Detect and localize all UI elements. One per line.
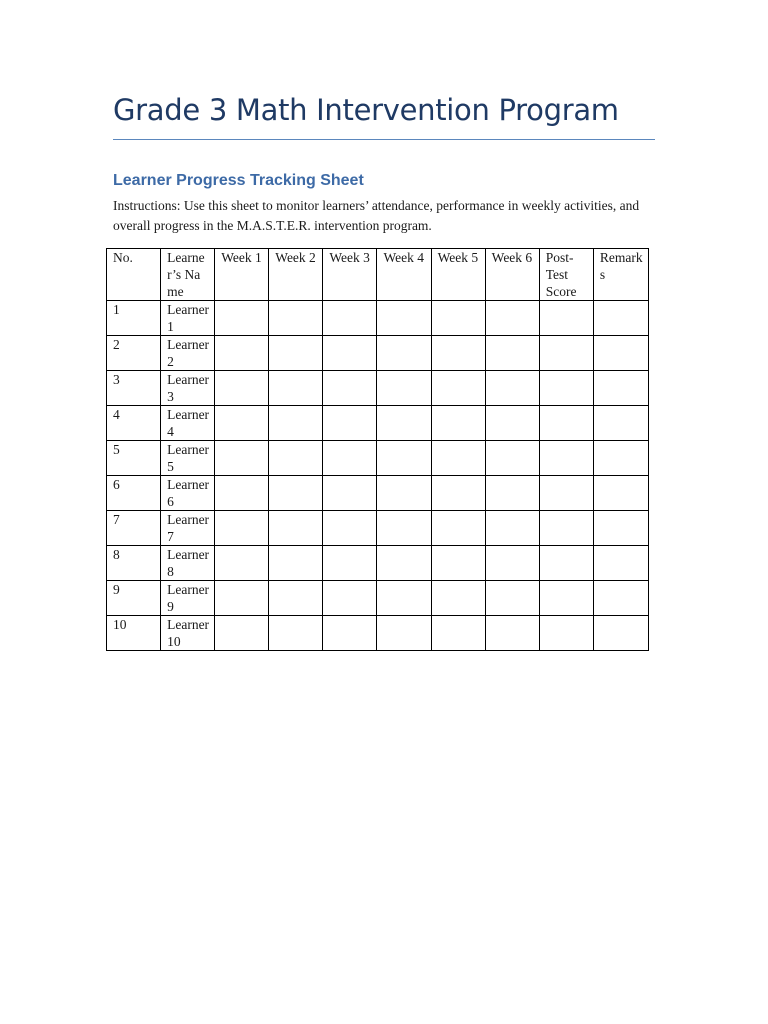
cell-post-test-score[interactable] <box>539 616 593 651</box>
cell-post-test-score[interactable] <box>539 581 593 616</box>
table-row <box>107 406 649 441</box>
cell-remarks[interactable] <box>593 616 648 651</box>
cell-learner-name: Learner 2 <box>161 336 215 371</box>
cell-week-3[interactable] <box>323 301 377 336</box>
cell-no: 10 <box>107 616 161 651</box>
cell-week-4[interactable] <box>377 371 431 406</box>
cell-week-4[interactable] <box>377 476 431 511</box>
table-header-row <box>107 249 649 301</box>
cell-learner-name: Learner 1 <box>161 301 215 336</box>
section-heading: Learner Progress Tracking Sheet <box>113 172 364 189</box>
cell-week-5[interactable] <box>431 511 485 546</box>
cell-week-3[interactable] <box>323 441 377 476</box>
cell-post-test-score[interactable] <box>539 371 593 406</box>
progress-tracking-table <box>106 248 649 651</box>
cell-week-4[interactable] <box>377 441 431 476</box>
cell-week-3[interactable] <box>323 406 377 441</box>
cell-week-4[interactable] <box>377 616 431 651</box>
cell-learner-name: Learner 9 <box>161 581 215 616</box>
cell-week-4[interactable] <box>377 581 431 616</box>
cell-week-1[interactable] <box>215 581 269 616</box>
cell-week-3[interactable] <box>323 371 377 406</box>
cell-week-2[interactable] <box>269 476 323 511</box>
cell-week-5[interactable] <box>431 441 485 476</box>
table-row <box>107 581 649 616</box>
cell-week-2[interactable] <box>269 546 323 581</box>
table-body <box>107 301 649 651</box>
cell-remarks[interactable] <box>593 336 648 371</box>
table-row <box>107 441 649 476</box>
cell-learner-name: Learner 10 <box>161 616 215 651</box>
cell-week-5[interactable] <box>431 581 485 616</box>
cell-post-test-score[interactable] <box>539 546 593 581</box>
cell-week-5[interactable] <box>431 406 485 441</box>
cell-remarks[interactable] <box>593 581 648 616</box>
cell-learner-name: Learner 8 <box>161 546 215 581</box>
cell-week-4[interactable] <box>377 336 431 371</box>
cell-week-2[interactable] <box>269 511 323 546</box>
cell-week-4[interactable] <box>377 546 431 581</box>
header-post-test-score: Post-Test Score <box>539 249 593 301</box>
cell-week-1[interactable] <box>215 441 269 476</box>
cell-learner-name: Learner 6 <box>161 476 215 511</box>
cell-post-test-score[interactable] <box>539 301 593 336</box>
document-title: Grade 3 Math Intervention Program <box>113 93 619 127</box>
cell-week-6[interactable] <box>485 301 539 336</box>
cell-week-6[interactable] <box>485 581 539 616</box>
cell-no: 2 <box>107 336 161 371</box>
cell-no: 9 <box>107 581 161 616</box>
cell-week-1[interactable] <box>215 301 269 336</box>
cell-week-3[interactable] <box>323 476 377 511</box>
cell-week-1[interactable] <box>215 616 269 651</box>
cell-week-1[interactable] <box>215 336 269 371</box>
cell-remarks[interactable] <box>593 441 648 476</box>
cell-no: 8 <box>107 546 161 581</box>
cell-week-1[interactable] <box>215 406 269 441</box>
cell-remarks[interactable] <box>593 406 648 441</box>
cell-week-5[interactable] <box>431 301 485 336</box>
cell-no: 1 <box>107 301 161 336</box>
table-row <box>107 546 649 581</box>
cell-week-6[interactable] <box>485 406 539 441</box>
cell-week-3[interactable] <box>323 546 377 581</box>
cell-no: 3 <box>107 371 161 406</box>
cell-week-6[interactable] <box>485 546 539 581</box>
cell-week-2[interactable] <box>269 581 323 616</box>
cell-remarks[interactable] <box>593 371 648 406</box>
cell-week-4[interactable] <box>377 511 431 546</box>
title-divider <box>113 139 655 140</box>
header-week-4: Week 4 <box>377 249 431 301</box>
cell-week-2[interactable] <box>269 336 323 371</box>
cell-remarks[interactable] <box>593 511 648 546</box>
cell-no: 7 <box>107 511 161 546</box>
cell-week-2[interactable] <box>269 406 323 441</box>
cell-week-5[interactable] <box>431 616 485 651</box>
cell-week-6[interactable] <box>485 441 539 476</box>
cell-post-test-score[interactable] <box>539 336 593 371</box>
cell-week-1[interactable] <box>215 511 269 546</box>
cell-week-3[interactable] <box>323 616 377 651</box>
cell-post-test-score[interactable] <box>539 441 593 476</box>
cell-no: 5 <box>107 441 161 476</box>
cell-no: 6 <box>107 476 161 511</box>
cell-week-2[interactable] <box>269 441 323 476</box>
cell-remarks[interactable] <box>593 301 648 336</box>
cell-week-2[interactable] <box>269 301 323 336</box>
header-week-3: Week 3 <box>323 249 377 301</box>
table-row <box>107 616 649 651</box>
cell-no: 4 <box>107 406 161 441</box>
cell-post-test-score[interactable] <box>539 476 593 511</box>
table-row <box>107 511 649 546</box>
cell-week-6[interactable] <box>485 371 539 406</box>
table-row <box>107 336 649 371</box>
cell-week-2[interactable] <box>269 371 323 406</box>
cell-week-4[interactable] <box>377 301 431 336</box>
header-week-6: Week 6 <box>485 249 539 301</box>
cell-week-6[interactable] <box>485 336 539 371</box>
header-learner-name: Learner’s Name <box>161 249 215 301</box>
table-row <box>107 371 649 406</box>
cell-week-6[interactable] <box>485 476 539 511</box>
cell-week-5[interactable] <box>431 336 485 371</box>
cell-week-2[interactable] <box>269 616 323 651</box>
cell-remarks[interactable] <box>593 476 648 511</box>
table-row <box>107 301 649 336</box>
header-week-1: Week 1 <box>215 249 269 301</box>
header-week-5: Week 5 <box>431 249 485 301</box>
cell-week-1[interactable] <box>215 476 269 511</box>
cell-week-6[interactable] <box>485 511 539 546</box>
cell-learner-name: Learner 4 <box>161 406 215 441</box>
cell-week-1[interactable] <box>215 371 269 406</box>
header-week-2: Week 2 <box>269 249 323 301</box>
cell-learner-name: Learner 7 <box>161 511 215 546</box>
cell-week-3[interactable] <box>323 336 377 371</box>
cell-week-4[interactable] <box>377 406 431 441</box>
cell-week-1[interactable] <box>215 546 269 581</box>
cell-week-5[interactable] <box>431 546 485 581</box>
header-no: No. <box>107 249 161 301</box>
cell-week-6[interactable] <box>485 616 539 651</box>
cell-post-test-score[interactable] <box>539 511 593 546</box>
cell-learner-name: Learner 5 <box>161 441 215 476</box>
cell-week-3[interactable] <box>323 511 377 546</box>
cell-week-5[interactable] <box>431 476 485 511</box>
cell-post-test-score[interactable] <box>539 406 593 441</box>
cell-remarks[interactable] <box>593 546 648 581</box>
cell-week-5[interactable] <box>431 371 485 406</box>
cell-week-3[interactable] <box>323 581 377 616</box>
instructions-text: Instructions: Use this sheet to monitor learners’ attendance, performance in weekly activities, and overall progress in the M.A.S.T.E.R. intervention program. <box>113 198 640 233</box>
cell-learner-name: Learner 3 <box>161 371 215 406</box>
header-remarks: Remarks <box>593 249 648 301</box>
table-row <box>107 476 649 511</box>
